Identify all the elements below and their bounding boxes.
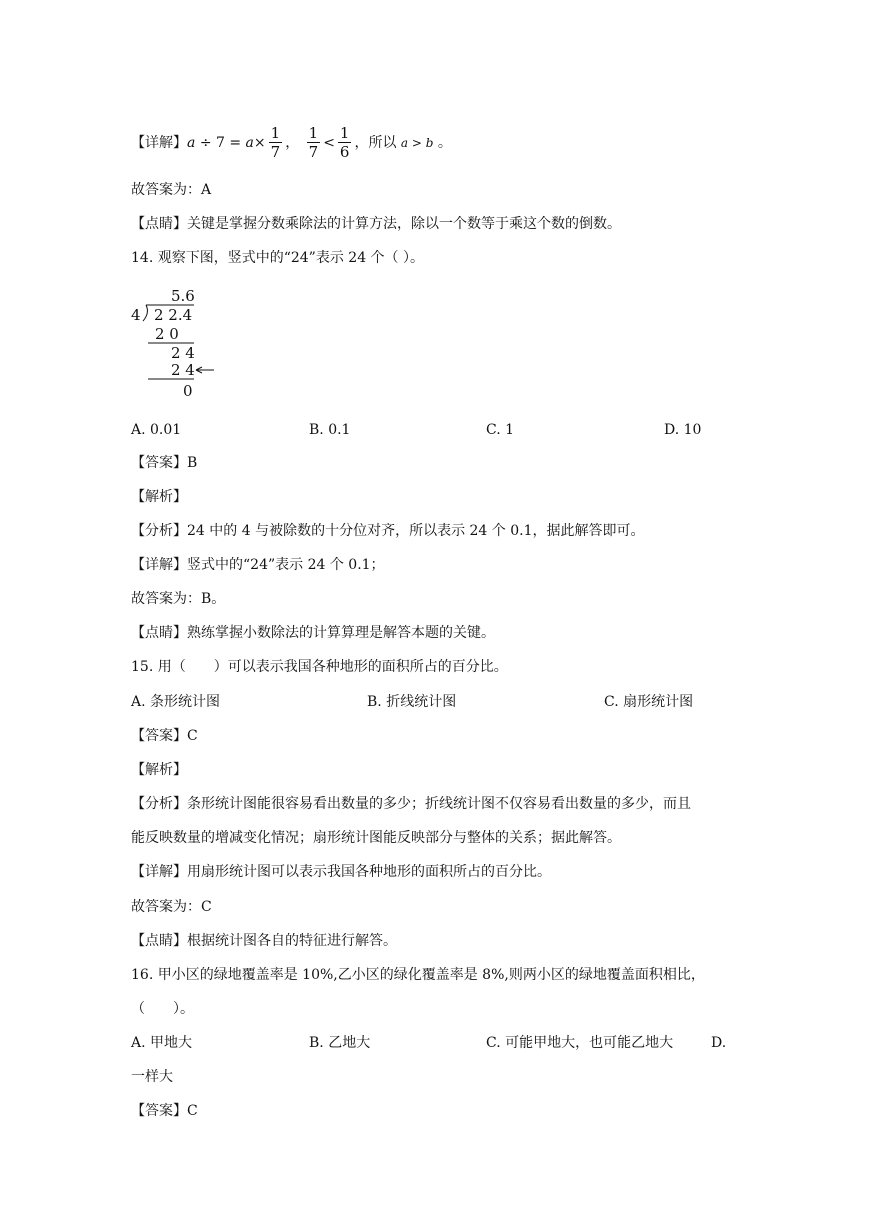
q14-option-d: D. 10 — [664, 422, 702, 438]
q15-option-a: A. 条形统计图 — [131, 694, 221, 710]
q13-detail-line — [131, 122, 452, 164]
q13-tip: 【点睛】关键是掌握分数乘除法的计算方法，除以一个数等于乘这个数的倒数。 — [131, 216, 621, 232]
q14-option-c: C. 1 — [486, 422, 515, 438]
division-remainder: 0 — [183, 382, 193, 400]
division-quotient: 5.6 — [171, 287, 195, 305]
q14-detail: 【详解】竖式中的“24”表示 24 个 0.1； — [131, 557, 385, 573]
conclusion-end: 。 — [437, 135, 452, 151]
q15-option-b: B. 折线统计图 — [367, 694, 457, 710]
q15-tip: 【点睛】根据统计图各自的特征进行解答。 — [131, 933, 397, 949]
q16-option-c: C. 可能甲地大，也可能乙地大 — [486, 1035, 674, 1051]
q13-answer-line: 故答案为：A — [131, 182, 212, 198]
q15-question: 15. 用（ ）可以表示我国各种地形的面积所占的百分比。 — [131, 659, 508, 675]
q16-question-line-2: （ ）。 — [131, 1001, 194, 1017]
division-step-1: 2 0 — [155, 325, 179, 343]
conclusion-math: a > b — [400, 136, 434, 150]
less-than: < — [323, 135, 335, 151]
division-dividend: 2 2.4 — [154, 306, 193, 324]
fraction-one-seventh: $\frac{1}{7}$ — [270, 123, 281, 161]
q14-question: 14. 观察下图，竖式中的“24”表示 24 个（ ）。 — [131, 250, 425, 266]
q15-answer-line: 故答案为：C — [131, 899, 212, 915]
math-times: × — [253, 135, 266, 151]
division-divisor: 4 — [131, 306, 141, 324]
q14-option-a: A. 0.01 — [131, 422, 182, 438]
separator: ， — [285, 135, 300, 151]
q14-analysis: 【分析】24 中的 4 与被除数的十分位对齐，所以表示 24 个 0.1，据此解答即可。 — [131, 523, 645, 539]
q14-analysis-label: 【解析】 — [131, 489, 187, 505]
conclusion-prefix: ，所以 — [354, 135, 397, 151]
q15-analysis-line-2: 能反映数量的增减变化情况；扇形统计图能反映部分与整体的关系；据此解答。 — [131, 830, 621, 846]
q15-detail: 【详解】用扇形统计图可以表示我国各种地形的面积所占的百分比。 — [131, 864, 551, 880]
q16-option-d: D. — [711, 1035, 727, 1051]
math-div-seven: ÷ 7 = — [199, 135, 242, 151]
q14-answer: 【答案】B — [131, 455, 198, 471]
q16-option-b: B. 乙地大 — [309, 1035, 371, 1051]
division-step-2: 2 4 — [171, 344, 195, 362]
long-division-figure — [126, 282, 236, 407]
q14-option-b: B. 0.1 — [309, 422, 351, 438]
q15-answer: 【答案】C — [131, 728, 198, 744]
math-var-a2: a — [245, 135, 254, 151]
q16-option-a: A. 甲地大 — [131, 1035, 193, 1051]
q15-analysis-label: 【解析】 — [131, 762, 187, 778]
fraction-one-sixth: $\frac{1}{6}$ — [339, 123, 350, 161]
division-step-3: 2 4 — [171, 361, 195, 379]
q16-question-line-1: 16. 甲小区的绿地覆盖率是 10%,乙小区的绿化覆盖率是 8%,则两小区的绿地覆盖面积相比， — [131, 967, 705, 983]
fraction-one-seventh-b: $\frac{1}{7}$ — [308, 123, 319, 161]
q14-answer-line: 故答案为：B。 — [131, 591, 226, 607]
q15-analysis-line-1: 【分析】条形统计图能很容易看出数量的多少；折线统计图不仅容易看出数量的多少，而且 — [131, 796, 691, 812]
detail-tag: 【详解】 — [131, 135, 187, 151]
q16-option-d-continued: 一样大 — [131, 1069, 173, 1085]
q15-option-c: C. 扇形统计图 — [604, 694, 694, 710]
math-var-a: a — [187, 135, 196, 151]
division-bracket — [143, 305, 147, 321]
q16-answer: 【答案】C — [131, 1103, 198, 1119]
q14-tip: 【点睛】熟练掌握小数除法的计算算理是解答本题的关键。 — [131, 625, 495, 641]
